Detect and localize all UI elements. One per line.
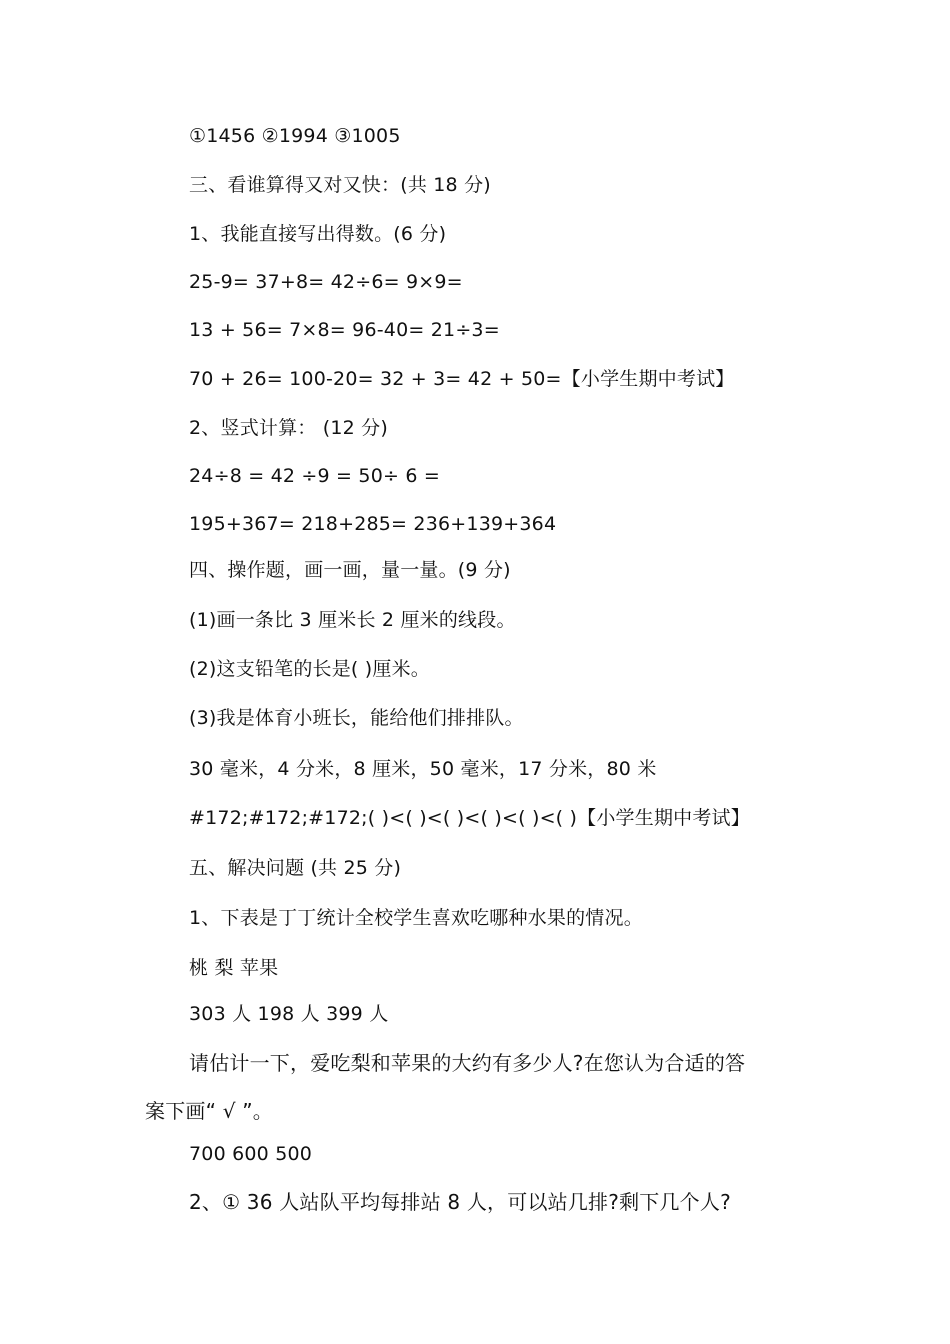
vertical-calc-row-1: 24÷8 = 42 ÷9 = 50÷ 6 = <box>189 465 440 487</box>
section-five-heading: 五、解决问题 (共 25 分) <box>189 857 402 879</box>
operation-item-3: (3)我是体育小班长，能给他们排排队。 <box>189 707 524 729</box>
operation-item-2: (2)这支铅笔的长是( )厘米。 <box>189 658 430 680</box>
fruit-table-values: 303 人 198 人 399 人 <box>189 1003 389 1025</box>
problem-2-text: 2、① 36 人站队平均每排站 8 人，可以站几排?剩下几个人? <box>189 1190 731 1214</box>
arithmetic-row-3: 70 + 26= 100-20= 32 + 3= 42 + 50=【小学生期中考试】 <box>189 368 735 390</box>
section-four-heading: 四、操作题，画一画，量一量。(9 分) <box>189 559 511 581</box>
arithmetic-row-1: 25-9= 37+8= 42÷6= 9×9= <box>189 271 463 293</box>
question-1-heading: 1、我能直接写出得数。(6 分) <box>189 223 447 245</box>
section-three-heading: 三、看谁算得又对又快：(共 18 分) <box>189 174 491 196</box>
ordering-blanks: #172;#172;#172;( )<( )<( )<( )<( )<( )【小学生期中考试】 <box>189 807 750 829</box>
arithmetic-row-2: 13 + 56= 7×8= 96-40= 21÷3= <box>189 319 500 341</box>
operation-item-1: (1)画一条比 3 厘米长 2 厘米的线段。 <box>189 609 516 631</box>
vertical-calc-row-2: 195+367= 218+285= 236+139+364 <box>189 513 557 535</box>
estimate-question: 请估计一下，爱吃梨和苹果的大约有多少人?在您认为合适的答 <box>189 1051 746 1075</box>
estimate-question-cont: 案下画“ √ ”。 <box>145 1099 273 1123</box>
problem-1-text: 1、下表是丁丁统计全校学生喜欢吃哪种水果的情况。 <box>189 907 643 929</box>
answer-options-line: ①1456 ②1994 ③1005 <box>189 125 401 147</box>
question-2-heading: 2、竖式计算： (12 分) <box>189 417 388 439</box>
length-list: 30 毫米，4 分米，8 厘米，50 毫米，17 分米，80 米 <box>189 758 657 780</box>
estimate-options: 700 600 500 <box>189 1143 313 1165</box>
fruit-table-header: 桃 梨 苹果 <box>189 957 279 979</box>
